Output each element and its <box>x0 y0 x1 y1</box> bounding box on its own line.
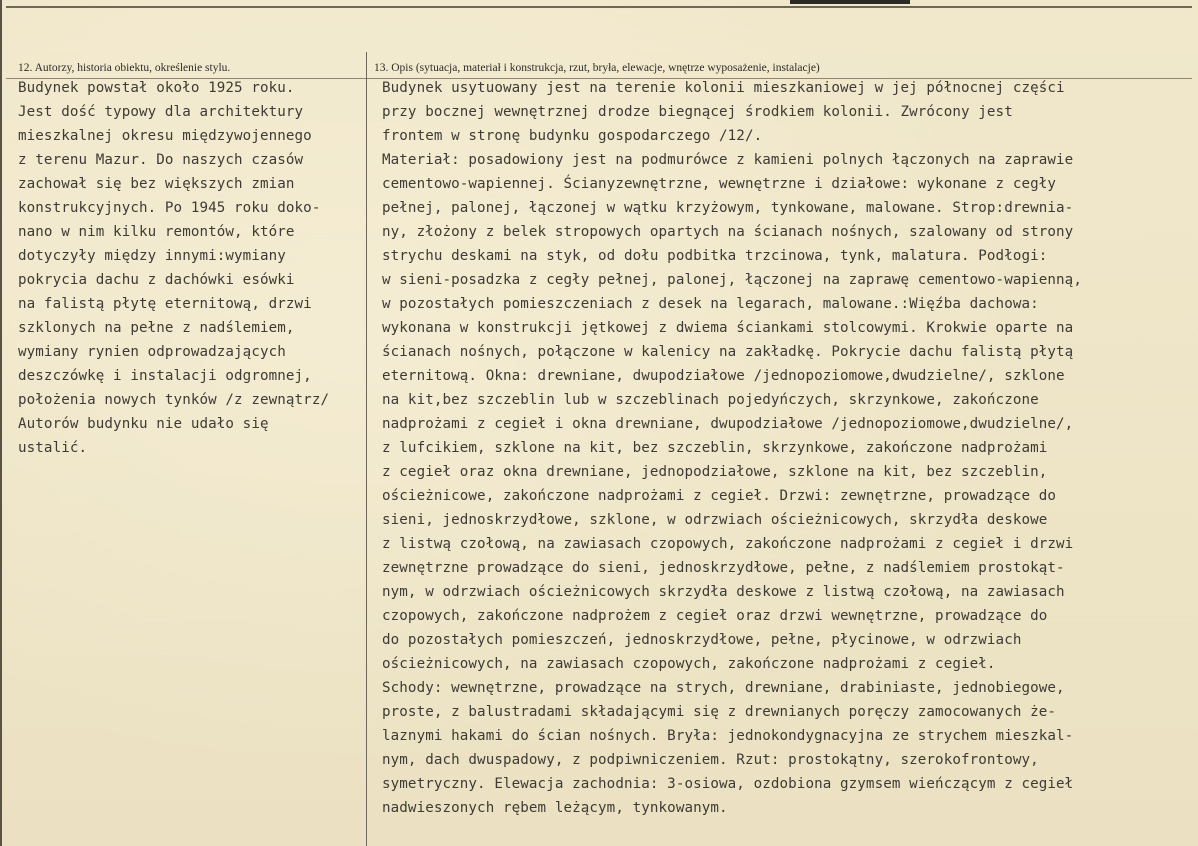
page-left-edge <box>0 0 2 846</box>
section-12-text: Budynek powstał około 1925 roku. Jest dość typowy dla architektury mieszkalnej okresu międzywojennego z terenu Mazur. Do naszych czasów zachował się bez większych zmian konstrukcyjnych. Po 1945 roku doko- nano w nim kilku remontów, które dotyczyły między innymi:wymiany pokrycia dachu z dachówki esówki na falistą płytę eternitową, drzwi szklonych na pełne z nadślemiem, wymiany rynien odprowadzających deszczówkę i instalacji odgromnej, położenia nowych tynków /z zewnątrz/ Autorów budynku nie udało się ustalić. <box>18 80 330 456</box>
section-13-label: 13. Opis (sytuacja, materiał i konstrukcja, rzut, bryła, elewacje, wnętrze wyposażenie, instalacje) <box>374 62 820 74</box>
section-12-label: 12. Autorzy, historia obiektu, określenie stylu. <box>18 62 231 74</box>
top-mark <box>790 0 910 4</box>
top-rule <box>6 6 1192 8</box>
section-13-text: Budynek usytuowany jest na terenie kolonii mieszkaniowej w jej północnej części przy bocznej wewnętrznej drodze biegnącej środkiem kolonii. Zwrócony jest frontem w stronę budynku gospodarczego /12/. Materiał: posadowiony jest na podmurówce z kamieni polnych łączonych na zaprawie cementowo-wapiennej. Ścianyzewnętrzne, wewnętrzne i działowe: wykonane z cegły pełnej, palonej, łączonej w wątku krzyżowym, tynkowane, malowane. Strop:drewnia- ny, złożony z belek stropowych opartych na ścianach nośnych, szalowany od strony strychu deskami na styk, od dołu podbitka trzcinowa, tynk, malatura. Podłogi: w sieni-posadzka z cegły pełnej, palonej, łączonej na zaprawę cementowo-wapienną, w pozostałych pomieszczeniach z desek na legarach, malowane.:Więźba dachowa: wykonana w konstrukcji jętkowej z dwiema ściankami stolcowymi. Krokwie oparte na ścianach nośnych, połączone w kalenicy na zakładkę. Pokrycie dachu falistą płytą eternitową. Okna: drewniane, dwupodziałowe /jednopoziomowe,dwudzielne/, szklone na kit,bez szczeblin lub w szczeblinach pojedyńczych, skrzynkowe, zakończone nadprożami z cegieł i okna drewniane, dwupodziałowe /jednopoziomowe,dwudzielne/, z lufcikiem, szklone na kit, bez szczeblin, skrzynkowe, zakończone nadprożami z cegieł oraz okna drewniane, jednopodziałowe, szklone na kit, bez szczeblin, ościeżnicowe, zakończone nadprożami z cegieł. Drzwi: zewnętrzne, prowadzące do sieni, jednoskrzydłowe, szklone, w odrzwiach ościeżnicowych, skrzydła deskowe z listwą czołową, na zawiasach czopowych, zakończone nadprożami z cegieł i drzwi zewnętrzne prowadzące do sieni, jednoskrzydłowe, pełne, z nadślemiem prostokąt- nym, w odrzwiach ościeżnicowych skrzydła deskowe z listwą czołową, na zawiasach czopowych, zakończone nadprożem z cegieł oraz drzwi wewnętrzne, prowadzące do do pozostałych pomieszczeń, jednoskrzydłowe, pełne, płycinowe, w odrzwiach ościeżnicowych, na zawiasach czopowych, zakończone nadprożami z cegieł. Schody: wewnętrzne, prowadzące na strych, drewniane, drabiniaste, jednobiegowe, proste, z balustradami składającymi się z drewnianych poręczy zamocowanych że- laznymi hakami do ścian nośnych. Bryła: jednokondygnacyjna ze strychem mieszkal- nym, dach dwuspadowy, z podpiwniczeniem. Rzut: prostokątny, szerokofrontowy, symetryczny. Elewacja zachodnia: 3-osiowa, ozdobiona gzymsem wieńczącym z cegieł nadwieszonych rębem leżącym, tynkowanym. <box>382 80 1082 816</box>
column-divider <box>366 52 367 846</box>
